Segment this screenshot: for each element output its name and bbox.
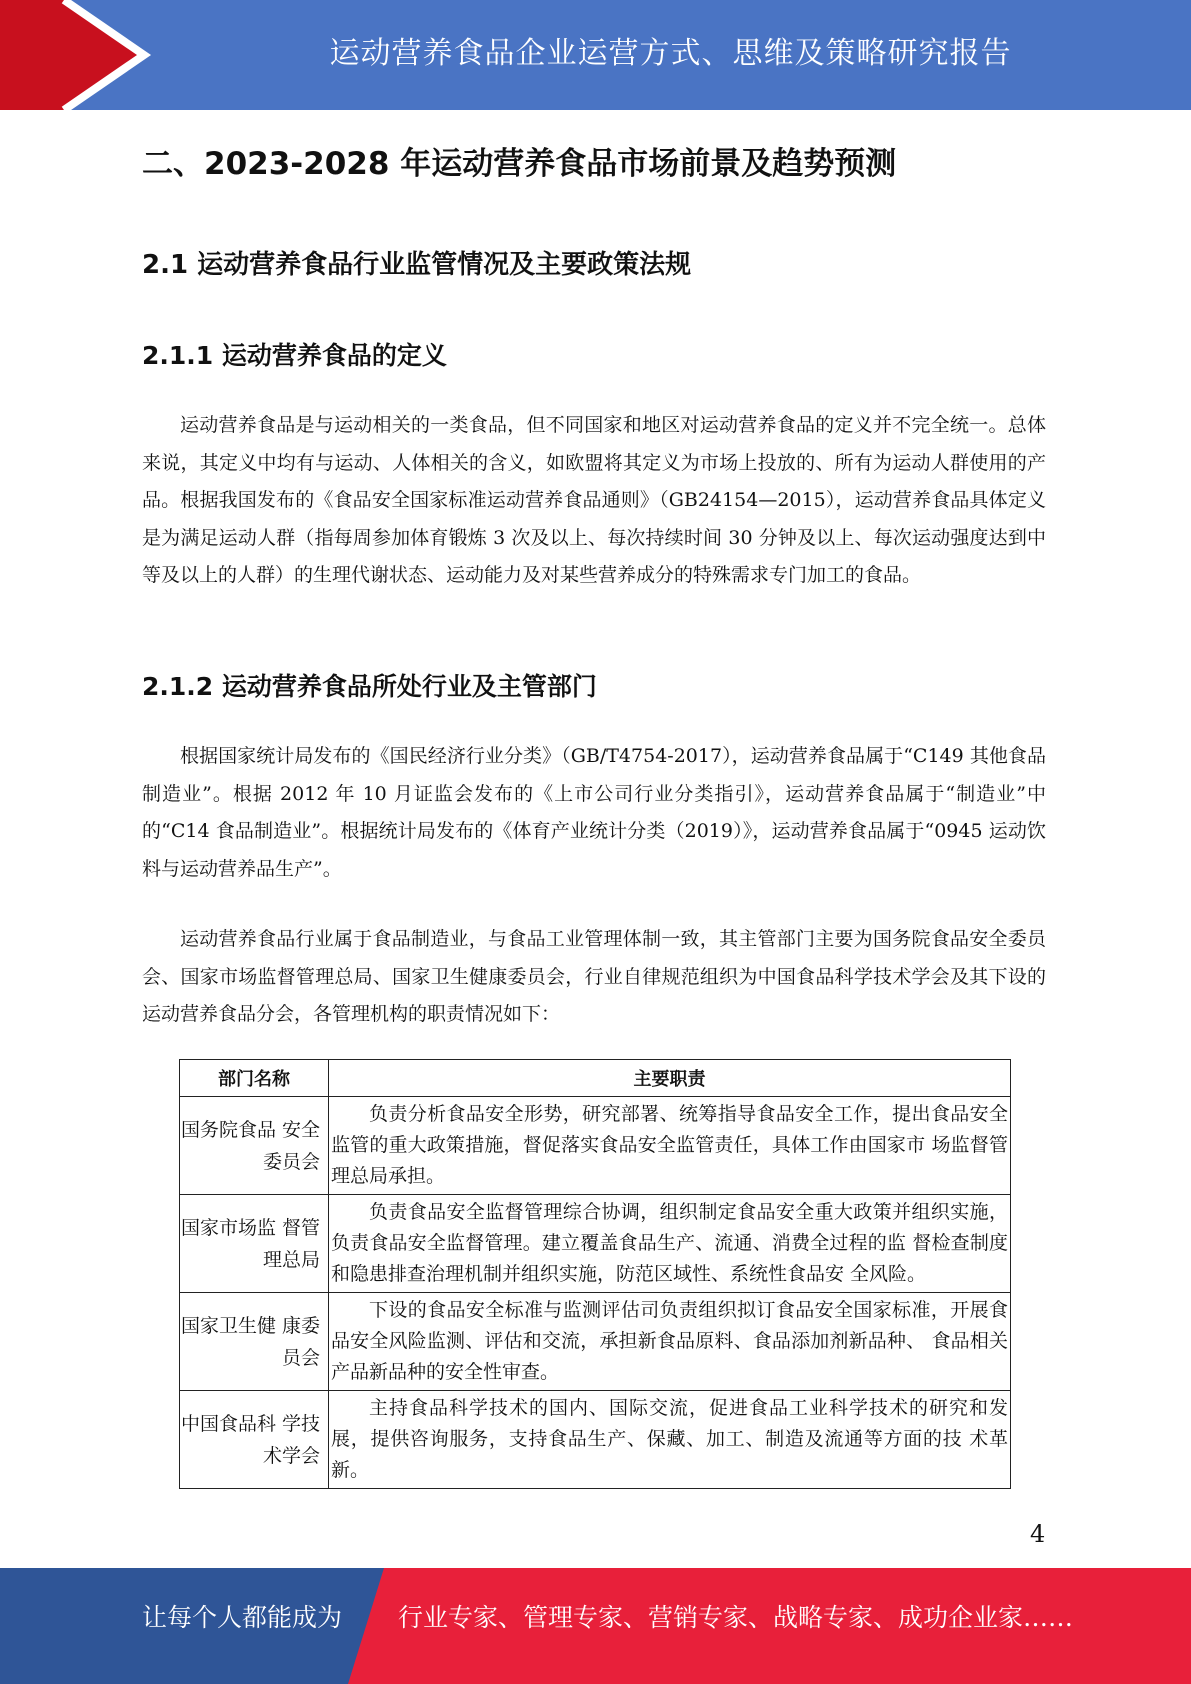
- industry-paragraph: 根据国家统计局发布的《国民经济行业分类》（GB/T4754-2017），运动营养食品属于“C149 其他食品制造业”。根据 2012 年 10 月证监会发布的《上市公司行业分类指引》，运动营养食品属于“制造业”中的“C14 食品制造业”。根据统计局发布的《体育产业统计分类（2019）》，运动营养食品属于“0945 运动饮料与运动营养品生产”。: [142, 745, 1046, 880]
- table-row: [180, 1293, 1011, 1391]
- footer-slogan-right: 行业专家、管理专家、营销专家、战略专家、成功企业家……: [398, 1603, 1074, 1632]
- dept-cell: 国家市场监 督管理总局: [180, 1195, 329, 1293]
- report-footer: [0, 1568, 1191, 1684]
- section-title: 二、2023-2028 年运动营养食品市场前景及趋势预测: [142, 146, 897, 182]
- table-header-duty: 主要职责: [329, 1060, 1011, 1097]
- duty-cell: 负责分析食品安全形势，研究部署、统筹指导食品安全工作，提出食品安全监管的重大政策措施，督促落实食品安全监管责任，具体工作由国家市 场监督管理总局承担。: [329, 1097, 1011, 1195]
- table-header-dept: 部门名称: [180, 1060, 329, 1097]
- table-row: [180, 1391, 1011, 1489]
- duty-cell: 主持食品科学技术的国内、国际交流，促进食品工业科学技术的研究和发展，提供咨询服务，支持食品生产、保藏、加工、制造及流通等方面的技 术革新。: [329, 1391, 1011, 1489]
- page-number: 4: [1030, 1520, 1046, 1548]
- table-row: [180, 1097, 1011, 1195]
- table-row: [180, 1195, 1011, 1293]
- duty-cell: 负责食品安全监督管理综合协调，组织制定食品安全重大政策并组织实施，负责食品安全监督管理。建立覆盖食品生产、流通、消费全过程的监 督检查制度和隐患排查治理机制并组织实施，防范区域性、系统性食品安 全风险。: [329, 1195, 1011, 1293]
- subsubsection-title-definition: 2.1.1 运动营养食品的定义: [142, 341, 447, 370]
- dept-cell: 国家卫生健 康委员会: [180, 1293, 329, 1391]
- table-header-row: [180, 1060, 1011, 1097]
- subsubsection-title-industry: 2.1.2 运动营养食品所处行业及主管部门: [142, 672, 597, 701]
- subsection-title: 2.1 运动营养食品行业监管情况及主要政策法规: [142, 250, 692, 280]
- report-header: [0, 0, 1191, 110]
- footer-slogan-left: 让每个人都能成为: [142, 1603, 343, 1632]
- duty-cell: 下设的食品安全标准与监测评估司负责组织拟订食品安全国家标准，开展食品安全风险监测、评估和交流，承担新食品原料、食品添加剂新品种、 食品相关产品新品种的安全性审查。: [329, 1293, 1011, 1391]
- definition-paragraph: 运动营养食品是与运动相关的一类食品，但不同国家和地区对运动营养食品的定义并不完全统一。总体来说，其定义中均有与运动、人体相关的含义，如欧盟将其定义为市场上投放的、所有为运动人群使用的产品。根据我国发布的《食品安全国家标准运动营养食品通则》（GB24154—2015），运动营养食品具体定义是为满足运动人群（指每周参加体育锻炼 3 次及以上、每次持续时间 30 分钟及以上、每次运动强度达到中等及以上的人群）的生理代谢状态、运动能力及对某些营养成分的特殊需求专门加工的食品。: [142, 414, 1046, 586]
- authority-paragraph: 运动营养食品行业属于食品制造业，与食品工业管理体制一致，其主管部门主要为国务院食品安全委员会、国家市场监督管理总局、国家卫生健康委员会，行业自律规范组织为中国食品科学技术学会及其下设的运动营养食品分会，各管理机构的职责情况如下：: [142, 928, 1046, 1025]
- authority-table: [179, 1059, 1011, 1489]
- report-title: 运动营养食品企业运营方式、思维及策略研究报告: [329, 36, 1012, 71]
- dept-cell: 国务院食品 安全委员会: [180, 1097, 329, 1195]
- dept-cell: 中国食品科 学技术学会: [180, 1391, 329, 1489]
